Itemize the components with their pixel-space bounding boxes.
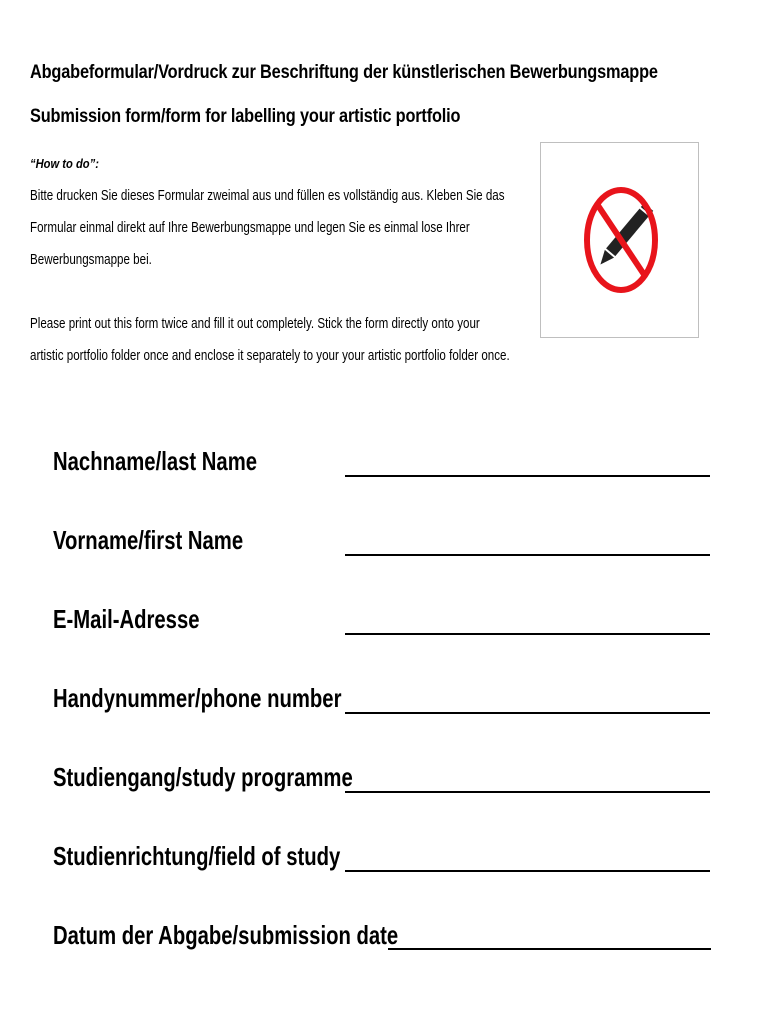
instructions-english-line: artistic portfolio folder once and enclose it separately to your your artistic portfolio folder once. xyxy=(30,348,510,364)
study-programme-input-line[interactable] xyxy=(345,791,710,793)
field-label-phone: Handynummer/phone number xyxy=(53,683,342,713)
instructions-german xyxy=(30,180,505,276)
title-english: Submission form/form for labelling your artistic portfolio xyxy=(30,106,461,127)
instructions-german-line: Bitte drucken Sie dieses Formular zweimal aus und füllen es vollständig aus. Kleben Sie das xyxy=(30,188,505,204)
last-name-input-line[interactable] xyxy=(345,475,710,477)
field-label-submission-date: Datum der Abgabe/submission date xyxy=(53,920,399,950)
field-label-first-name: Vorname/first Name xyxy=(53,525,244,555)
instructions-german-line: Bewerbungsmappe bei. xyxy=(30,252,152,268)
field-label-study-programme: Studiengang/study programme xyxy=(53,762,353,792)
field-of-study-input-line[interactable] xyxy=(345,870,710,872)
instructions-german-line: Formular einmal direkt auf Ihre Bewerbungsmappe und legen Sie es einmal lose Ihrer xyxy=(30,220,470,236)
field-label-field-of-study: Studienrichtung/field of study xyxy=(53,841,341,871)
email-input-line[interactable] xyxy=(345,633,710,635)
how-to-heading: “How to do”: xyxy=(30,156,99,171)
phone-input-line[interactable] xyxy=(345,712,710,714)
instructions-english xyxy=(30,308,510,372)
title-german: Abgabeformular/Vordruck zur Beschriftung der künstlerischen Bewerbungsmappe xyxy=(30,62,658,83)
instructions-english-line: Please print out this form twice and fill it out completely. Stick the form directly onto your xyxy=(30,316,480,332)
first-name-input-line[interactable] xyxy=(345,554,710,556)
field-label-email: E-Mail-Adresse xyxy=(53,604,200,634)
no-writing-sign xyxy=(540,142,699,338)
no-writing-icon xyxy=(583,175,659,305)
submission-date-input-line[interactable] xyxy=(388,948,711,950)
field-label-last-name: Nachname/last Name xyxy=(53,446,258,476)
